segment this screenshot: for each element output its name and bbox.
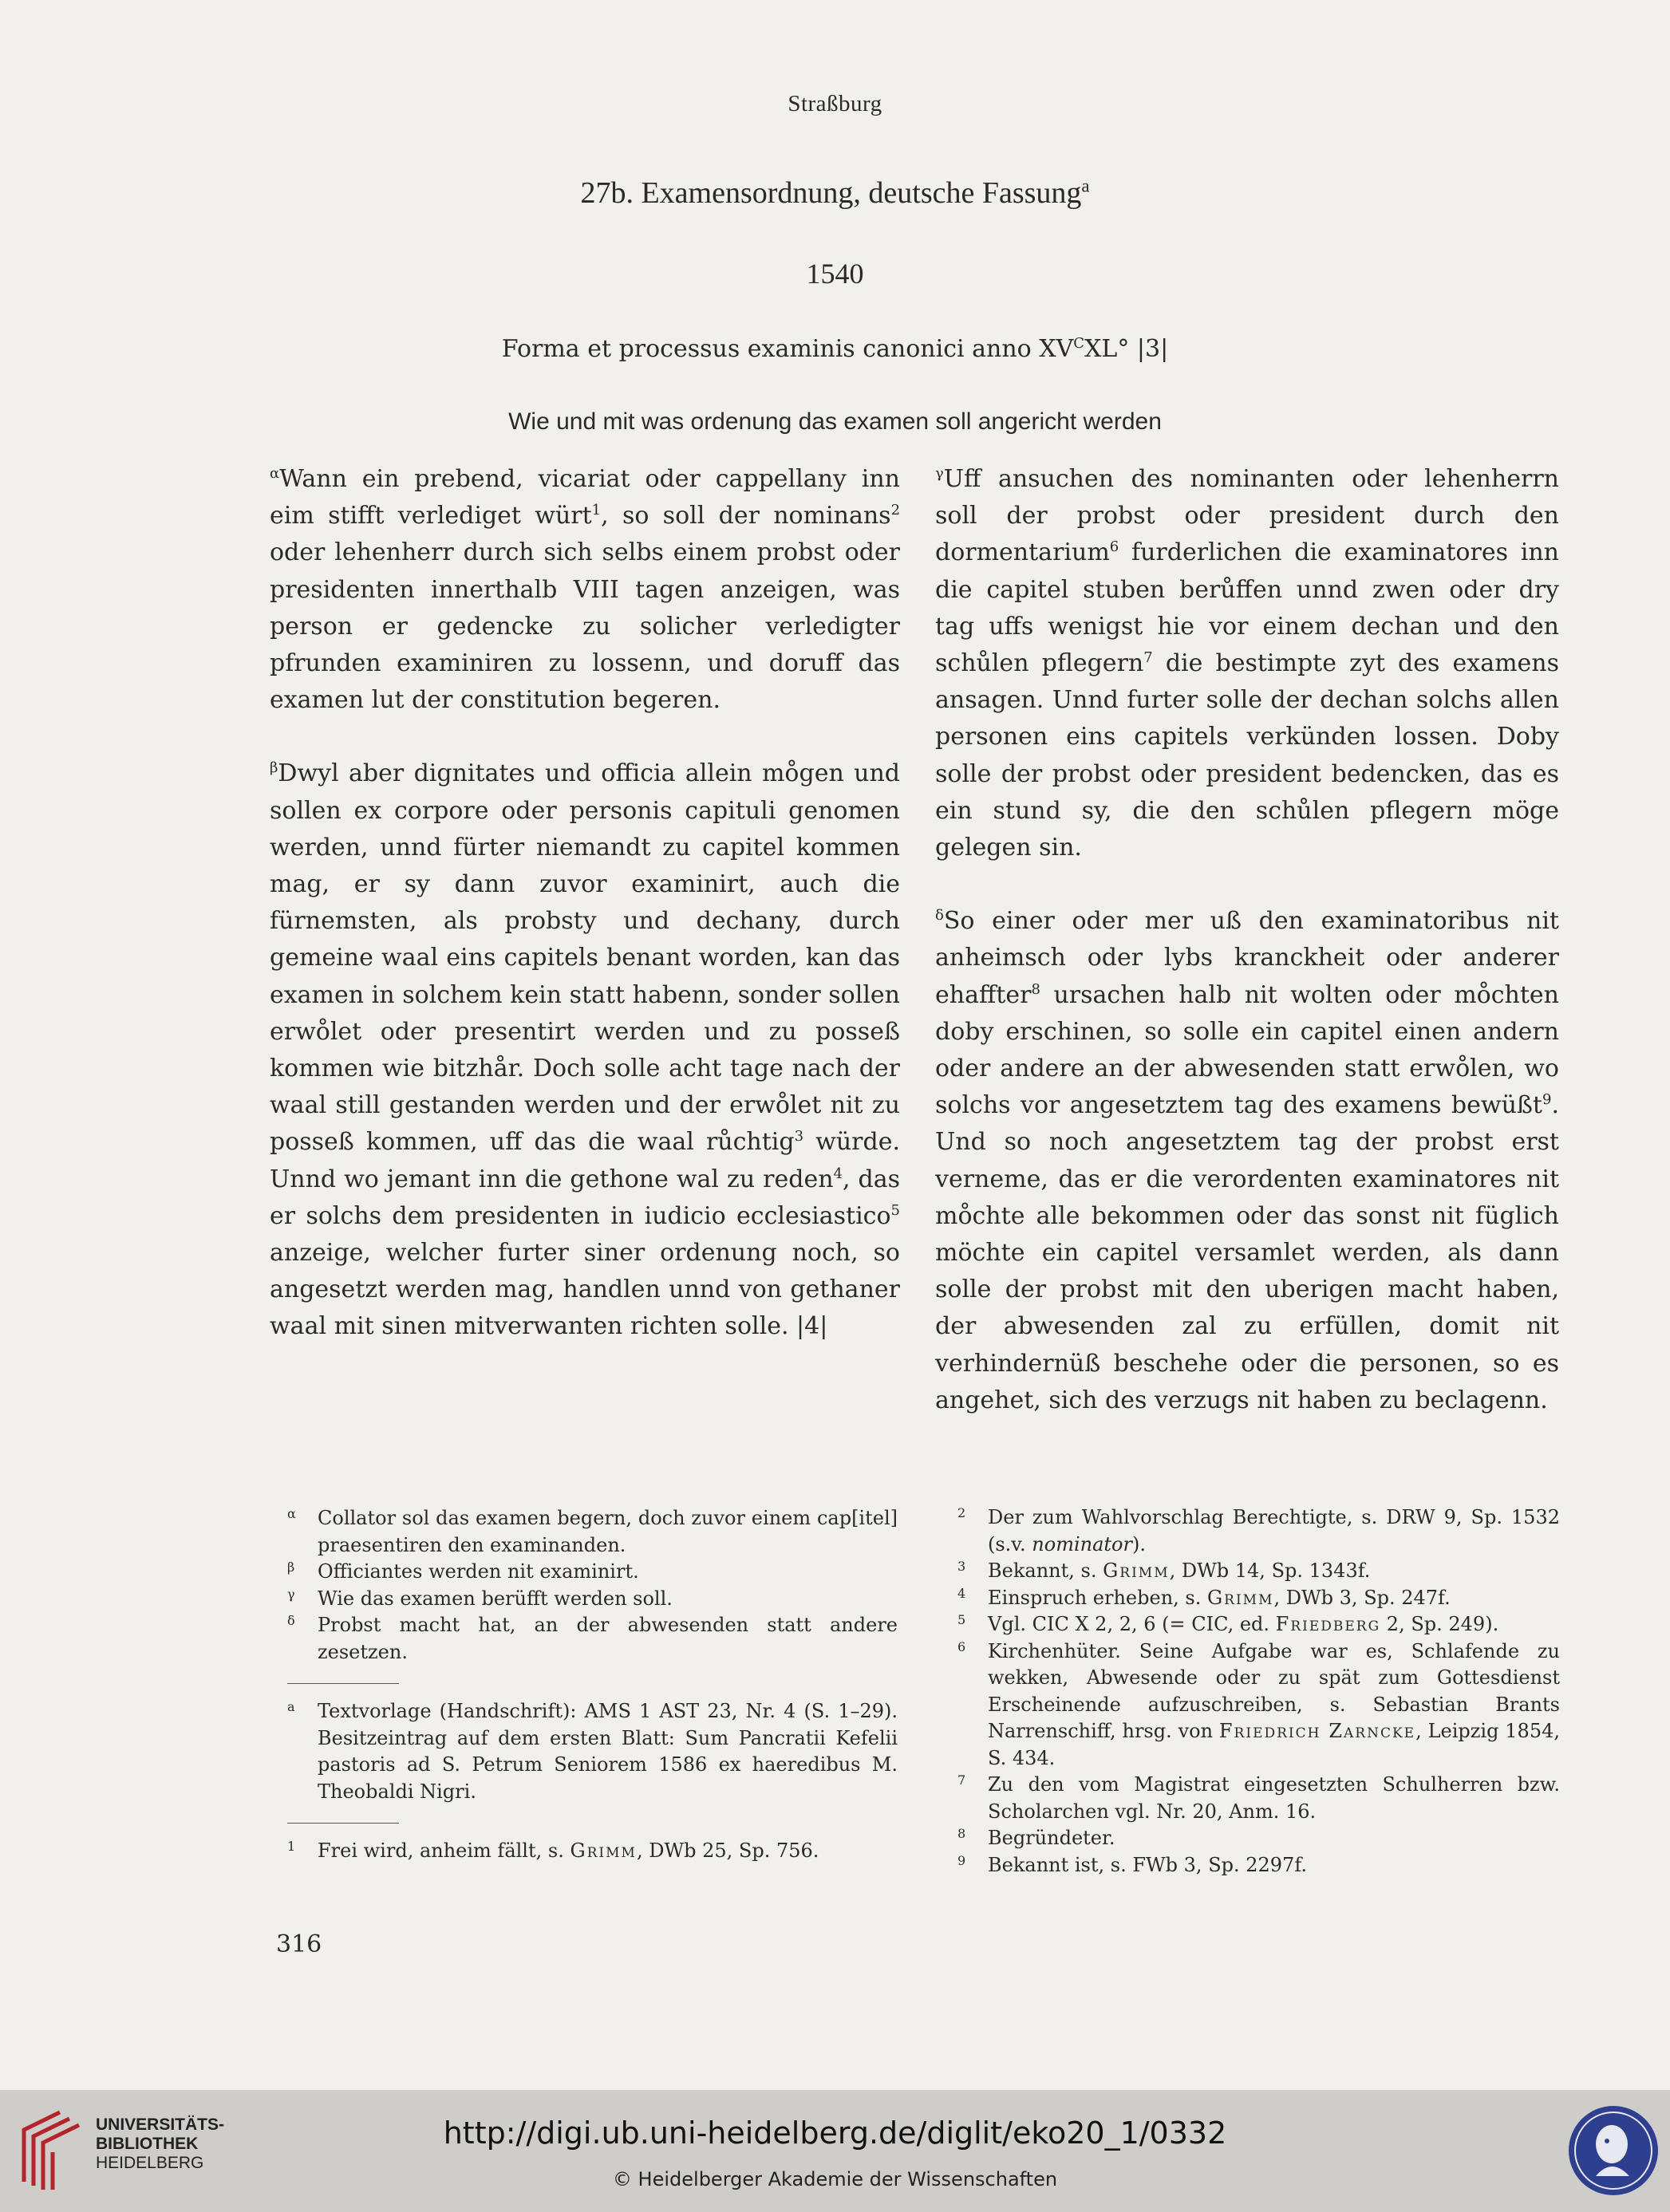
note-mark: δ [287,1613,295,1628]
footnote-ref: 6 [1109,538,1119,556]
paragraph-mark: δ [935,907,944,925]
note-text: 2, Sp. 249). [1380,1613,1499,1635]
note-text: , Leipzig 1854, S. 434. [988,1720,1560,1769]
paragraph-text: oder lehenherr durch sich selbs einem probst oder presidenten innerthalb VIII tagen anzeigen, was person er gedencke zu solicher verledigter pfrunden examiniren zu lossenn, und doruff das examen lut der constitution begeren. [270,538,900,715]
margin-note-gamma [287,1586,898,1613]
footnote-9 [957,1852,1560,1879]
copyright-notice: © Heidelberger Akademie der Wissenschaften [612,2168,1058,2190]
paragraph-text: ursachen halb nit wolten oder mo̊chten doby erschinen, so solle ein capitel einen andern oder andere an der abwesenden statt erwo̊len, wo solchs vor angesetztem tag des examens bewüßt [935,980,1559,1120]
footnote-ref: 1 [591,502,602,519]
note-text: ). [1131,1532,1146,1555]
paragraph-text: die bestimpte zyt des examens ansagen. Unnd furter solle der dechan solchs allen personen eins capitels verkünden lossen. Doby solle der probst oder president bedencken, das es ein stund sy, die den schůlen pflegern möge gelegen sin. [935,649,1559,862]
paragraph-beta [270,755,900,1345]
note-mark: 3 [957,1559,966,1574]
note-mark: 7 [957,1772,966,1788]
page-number: 316 [276,1930,322,1958]
footnote-ref: 5 [890,1202,900,1220]
note-mark: 2 [957,1505,966,1520]
paragraph-mark: γ [935,465,944,483]
note-text: , DWb 14, Sp. 1343f. [1169,1559,1371,1582]
latin-title-text: Forma et processus examinis canonici anno XV [501,335,1074,363]
note-text: Probst macht hat, an der abwesenden statt andere zesetzen. [318,1614,898,1663]
note-text: Vgl. CIC X 2, 2, 6 (= CIC, ed. [988,1613,1276,1635]
footnote-3 [957,1558,1560,1585]
footnote-divider [287,1823,399,1824]
note-text: , DWb 3, Sp. 247f. [1273,1586,1451,1609]
permalink-url[interactable]: http://digi.ub.uni-heidelberg.de/diglit/eko20_1/0332 [443,2115,1227,2151]
footnote-ref: 3 [794,1128,804,1145]
note-mark: γ [287,1586,295,1602]
margin-note-alpha [287,1505,898,1559]
paragraph-text: furderlichen die examinatores inn die capitel stuben berůffen unnd zwen oder dry tag uffs wenigst hie vor einem dechan und den schůlen pflegern [935,538,1559,678]
paragraph-text: Dwyl aber dignitates und officia allein mo̊gen und sollen ex corpore oder personis capituli genomen werden, unnd fürter niemandt zu capitel kommen mag, er sy dann zuvor examinirt, auch die fürnemsten, als probsty und dechany, durch gemeine waal eins capitels benant worden, kan das examen in solchem kein statt habenn, sonder sollen erwo̊let oder presentirt werden und zu posseß kommen wie bitzhår. Doch solle acht tage nach der waal still gestanden werden und der erwo̊let nit zu posseß kommen, uff das die waal růchtig [270,759,900,1157]
footnote-divider [287,1683,399,1684]
footnote-8 [957,1825,1560,1852]
note-mark: 5 [957,1612,966,1627]
note-text: Wie das examen berüfft werden soll. [318,1587,673,1610]
note-text: Kirchenhüter. Seine Aufgabe war es, Schlafende zu wekken, Abwesende oder zu spät zum Gottesdienst Erscheinende aufzuschreiben, s. Sebastian Brants Narrenschiff, hrsg. von [988,1639,1560,1742]
author-name: Friedrich Zarncke [1218,1720,1416,1742]
paragraph-text: , so soll der nominans [601,502,891,530]
note-mark: 6 [957,1638,966,1654]
footnote-ref: 4 [833,1165,843,1182]
logo-line-1: UNIVERSITÄTS- [96,2115,225,2134]
footnote-ref: 2 [890,502,901,519]
paragraph-text: , das er solchs dem presidenten in iudicio ecclesiastico [270,1165,900,1230]
title-text: 27b. Examensordnung, deutsche Fassung [580,176,1082,210]
paragraph-text: Wann ein prebend, vicariat oder cappellany inn eim stifft verlediget würt [270,465,900,530]
paragraph-delta [935,903,1559,1419]
logo-line-2: BIBLIOTHEK [96,2135,199,2153]
note-text: Begründeter. [988,1827,1115,1849]
note-mark: 1 [287,1839,296,1854]
paragraph-text: Uff ansuchen des nominanten oder lehenherrn soll der probst oder president durch den dormentarium [935,465,1559,567]
paragraph-mark: β [270,759,278,777]
note-text: Bekannt, s. [988,1559,1103,1582]
footnote-1 [287,1838,898,1865]
latin-title-sup: C [1073,335,1085,353]
left-column [270,461,900,1382]
logo-line-3: HEIDELBERG [96,2154,204,2172]
footnote-5 [957,1611,1560,1638]
document-title [0,175,1670,211]
note-text: Bekannt ist, s. FWb 3, Sp. 2297f. [988,1853,1307,1876]
note-text: Officiantes werden nit examinirt. [318,1560,639,1583]
running-head: Straßburg [788,91,882,116]
note-text: Zu den vom Magistrat eingesetzten Schulherren bzw. Scholarchen vgl. Nr. 20, Anm. 16. [988,1773,1560,1823]
paragraph-text: . Und so noch angesetztem tag der probst erst verneme, das er die verordenten examinatores nit mo̊chte alle bekommen oder das sonst nit füglich möchte ein capitel versamlet werden, als dann solle der probst mit den uberigen macht haben, der abwesenden zal zu erfüllen, domit nit verhindernüß beschehe oder die personen, so es angehet, sich des verzugs nit haben zu beclagenn. [935,1091,1559,1414]
note-mark: α [287,1506,296,1521]
note-text: Frei wird, anheim fällt, s. [318,1839,570,1862]
author-name: Friedberg [1275,1613,1381,1635]
note-text: Einspruch erheben, s. [988,1586,1207,1609]
note-text: Der zum Wahlvorschlag Berechtigte, s. DRW 9, Sp. 1532 (s.v. [988,1506,1560,1555]
margin-note-delta [287,1612,898,1666]
viewer-footer [0,2090,1670,2212]
latin-title [0,335,1670,363]
right-column [935,461,1559,1456]
paragraph-gamma [935,461,1559,866]
paragraph-text: würde. Unnd wo jemant inn die gethone wal zu reden [270,1128,901,1193]
footnote-7 [957,1772,1560,1825]
footnote-ref: 7 [1143,649,1153,667]
footnotes-left [287,1505,898,1865]
document-year: 1540 [806,258,864,290]
paragraph-text: anzeige, welcher furter siner ordenung noch, so angesetzt werden mag, handlen unnd von gethaner waal mit sinen mitverwanten richten solle. |4| [270,1239,900,1341]
note-mark: a [287,1699,295,1714]
footnote-2 [957,1504,1560,1558]
title-footnote-mark: a [1081,175,1090,196]
section-heading: Wie und mit was ordenung das examen soll angericht werden [508,408,1162,435]
footnote-4 [957,1585,1560,1612]
academy-seal-icon[interactable] [1565,2103,1661,2198]
latin-title-after: XL° |3| [1084,335,1169,363]
italic-term: nominator [1032,1532,1132,1555]
footnotes-right [957,1504,1560,1879]
paragraph-mark: α [270,465,280,483]
note-text: Textvorlage (Handschrift): AMS 1 AST 23, Nr. 4 (S. 1–29). Besitzeintrag auf dem ersten Blatt: Sum Pancratii Kefelii pastoris ad S. Petrum Seniorem 1586 ex haeredibus M. Theobaldi Nigri. [318,1700,898,1803]
note-mark: β [287,1559,295,1575]
textual-note-a [287,1698,898,1805]
footnote-6 [957,1638,1560,1772]
paragraph-alpha [270,461,900,719]
margin-note-beta [287,1559,898,1586]
author-name: Grimm [1206,1586,1274,1609]
footnote-ref: 8 [1031,980,1040,998]
footnote-ref: 9 [1542,1091,1552,1109]
note-text: Collator sol das examen begern, doch zuvor einem cap[itel] praesentiren den examinanden. [318,1507,898,1556]
note-mark: 4 [957,1585,966,1601]
author-name: Grimm [570,1839,637,1862]
author-name: Grimm [1103,1559,1170,1582]
paragraph-text: So einer oder mer uß den examinatoribus nit anheimsch oder lybs kranckheit oder anderer ehaffter [935,907,1559,1009]
note-text: , DWb 25, Sp. 756. [636,1839,819,1862]
note-mark: 8 [957,1826,966,1841]
note-mark: 9 [957,1852,966,1868]
